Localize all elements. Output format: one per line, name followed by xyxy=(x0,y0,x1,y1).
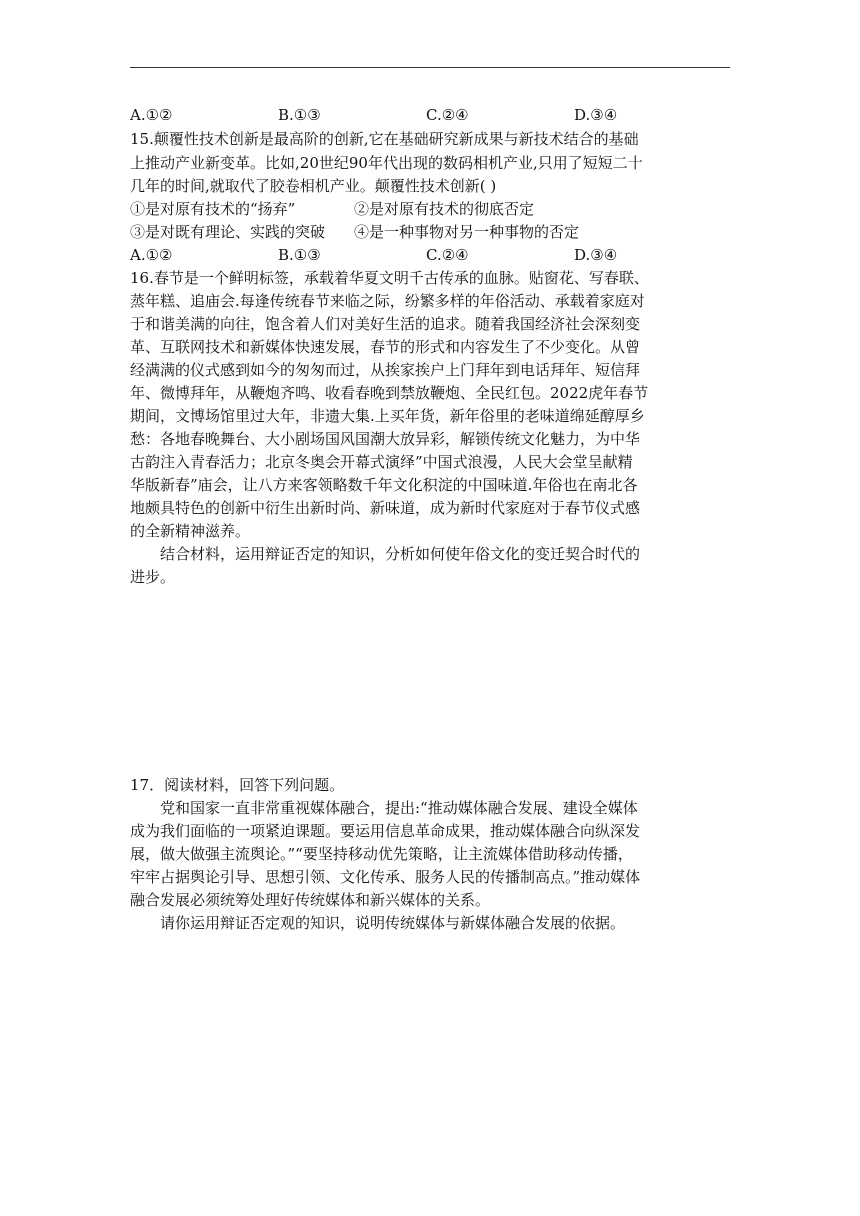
q15-stem-line-2: 上推动产业新变革。比如,20世纪90年代出现的数码相机产业,只用了短短二十 xyxy=(130,154,643,172)
q17-material-line: 展，做大做强主流舆论。”“要坚持移动优先策略，让主流媒体借助移动传播， xyxy=(130,845,633,863)
q16-material-line: 年、微博拜年，从鞭炮齐鸣、收看春晚到禁放鞭炮、全民红包。2022虎年春节 xyxy=(130,384,649,402)
q16-question-line-1: 结合材料，运用辩证否定的知识，分析如何使年俗文化的变迁契合时代的 xyxy=(160,545,641,563)
q15-statements-row-2 xyxy=(130,221,730,244)
q15-statement-4: ④是一种事物对另一种事物的否定 xyxy=(354,223,580,241)
q17-material-line: 融合发展必须统筹处理好传统媒体和新兴媒体的关系。 xyxy=(130,891,491,909)
q14-option-a: A.①② xyxy=(130,106,173,124)
q15-statement-2: ②是对原有技术的彻底否定 xyxy=(354,200,535,218)
q16-material-line: 16.春节是一个鲜明标签，承载着华夏文明千古传承的血脉。贴窗花、写春联、 xyxy=(130,269,649,287)
q15-statement-1: ①是对原有技术的“扬弃” xyxy=(130,200,296,218)
q15-option-c: C.②④ xyxy=(426,246,469,264)
q15-option-a: A.①② xyxy=(130,246,173,264)
q15-options xyxy=(130,244,730,267)
q17-material-line: 牢牢占据舆论引导、思想引领、文化传承、服务人民的传播制高点。”推动媒体 xyxy=(130,868,641,886)
q16-material-line: 革、互联网技术和新媒体快速发展，春节的形式和内容发生了不少变化。从曾 xyxy=(130,338,641,356)
q15-statement-3: ③是对既有理论、实践的突破 xyxy=(130,223,326,241)
q17-material-line: 成为我们面临的一项紧迫课题。要运用信息革命成果，推动媒体融合向纵深发 xyxy=(130,822,641,840)
q15-stem-line-3: 几年的时间,就取代了胶卷相机产业。颠覆性技术创新( ) xyxy=(130,177,497,195)
q16-material-line: 期间，文博场馆里过大年，非遗大集.上买年货，新年俗里的老味道绵延醇厚乡 xyxy=(130,407,645,425)
q16-material-line: 古韵注入青春活力；北京冬奥会开幕式演绎”中国式浪漫，人民大会堂呈献精 xyxy=(130,453,633,471)
q16-question-line-2: 进步。 xyxy=(130,568,176,586)
q16-material-line: 地颇具特色的创新中衍生出新时尚、新味道，成为新时代家庭对于春节仪式感 xyxy=(130,499,641,517)
q17-material-line: 党和国家一直非常重视媒体融合，提出:“推动媒体融合发展、建设全媒体 xyxy=(160,799,638,817)
q15-option-d: D.③④ xyxy=(574,246,618,264)
q17-heading: 17．阅读材料，回答下列问题。 xyxy=(130,776,345,794)
q16-material-line: 华版新春”庙会，让八方来客领略数千年文化积淀的中国味道.年俗也在南北各 xyxy=(130,476,638,494)
q14-option-c: C.②④ xyxy=(426,106,469,124)
q17-question: 请你运用辩证否定观的知识，说明传统媒体与新媒体融合发展的依据。 xyxy=(160,914,626,932)
q16-material-line: 于和谐美满的向往，饱含着人们对美好生活的追求。随着我国经济社会深刻变 xyxy=(130,315,641,333)
q15-statements-row-1 xyxy=(130,198,730,221)
header-rule xyxy=(130,67,730,68)
q14-options xyxy=(130,104,730,127)
q16-material-line: 经满满的仪式感到如今的匆匆而过，从挨家挨户上门拜年到电话拜年、短信拜 xyxy=(130,361,641,379)
q15-stem-line-1: 15.颠覆性技术创新是最高阶的创新,它在基础研究新成果与新技术结合的基础 xyxy=(130,130,639,148)
q16-material-line: 的全新精神滋养。 xyxy=(130,522,251,540)
q15-option-b: B.①③ xyxy=(278,246,321,264)
q16-material-line: 蒸年糕、追庙会.每逢传统春节来临之际，纷繁多样的年俗活动、承载着家庭对 xyxy=(130,292,645,310)
q14-option-b: B.①③ xyxy=(278,106,321,124)
q14-option-d: D.③④ xyxy=(574,106,618,124)
q16-material-line: 愁：各地春晚舞台、大小剧场国风国潮大放异彩，解锁传统文化魅力，为中华 xyxy=(130,430,641,448)
